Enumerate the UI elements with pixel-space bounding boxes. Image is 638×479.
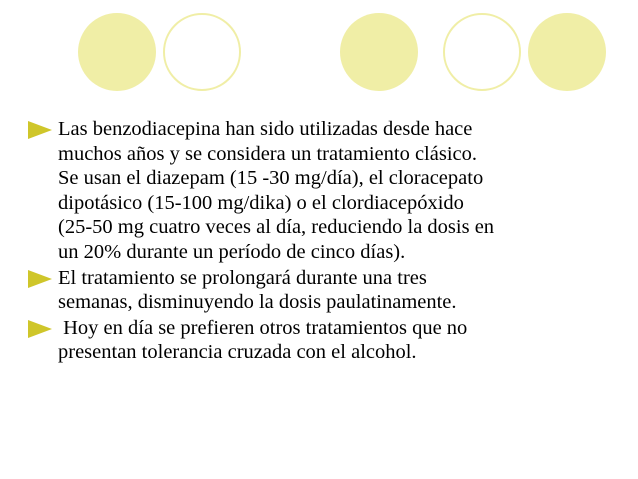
text-line: semanas, disminuyendo la dosis paulatinamente. — [58, 291, 457, 314]
outline-circle — [443, 13, 521, 91]
triangle-bullet-icon — [28, 121, 52, 139]
outline-circle — [163, 13, 241, 91]
text-line: Hoy en día se prefieren otros tratamientos que no — [58, 316, 468, 339]
text-line: (25-50 mg cuatro veces al día, reduciendo la dosis en — [58, 216, 495, 239]
bullet-item — [28, 266, 608, 315]
decorative-circles — [0, 0, 638, 100]
slide-body — [28, 117, 608, 366]
text-line: dipotásico (15-100 mg/dika) o el clordiacepóxido — [58, 191, 464, 214]
filled-circle — [340, 13, 418, 91]
bullet-item — [28, 316, 608, 365]
text-line: Se usan el diazepam (15 -30 mg/día), el cloracepato — [58, 167, 484, 190]
text-line: presentan tolerancia cruzada con el alcohol. — [58, 341, 417, 364]
triangle-bullet-icon — [28, 270, 52, 288]
text-line: un 20% durante un período de cinco días). — [58, 240, 406, 263]
triangle-bullet-icon — [28, 320, 52, 338]
text-line: muchos años y se considera un tratamiento clásico. — [58, 142, 477, 165]
text-line: El tratamiento se prolongará durante una tres — [58, 266, 427, 289]
filled-circle — [78, 13, 156, 91]
text-line: Las benzodiacepina han sido utilizadas desde hace — [58, 118, 473, 140]
filled-circle — [528, 13, 606, 91]
bullet-item — [28, 117, 608, 265]
